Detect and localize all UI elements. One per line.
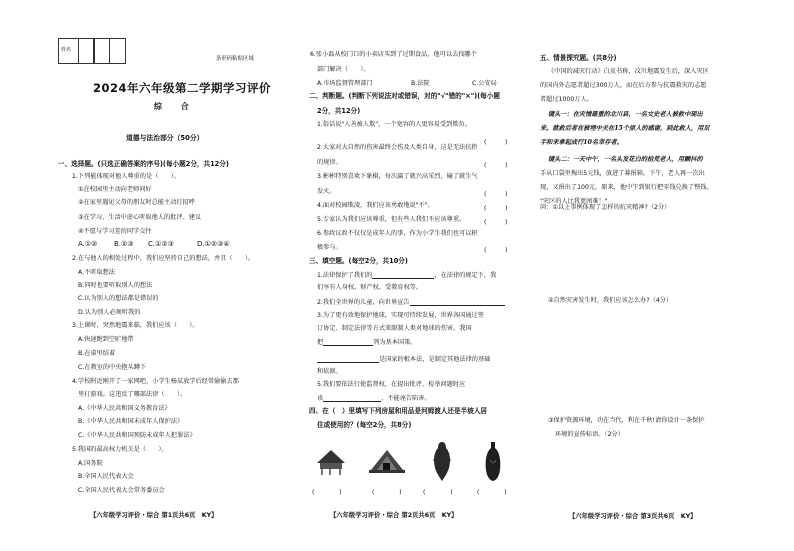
q1-option-a[interactable]: A.①② xyxy=(78,240,98,248)
fill-2-text: 2.我们全世界的儿童，向世界宣告 xyxy=(317,298,410,306)
fill-5-text-a: 该 xyxy=(317,394,324,402)
q4-option-a[interactable]: A.《中华人民共和国义务教育法》 xyxy=(78,405,171,412)
fill-5-line-1: 5.我们要依法行使监督权，在提出批评、检举问题时应 xyxy=(317,381,466,388)
fill-3-text-a: 把 xyxy=(317,338,324,346)
fill-4-line-1 xyxy=(317,356,490,363)
scene-1-line-2: 来。就救后者在被埋中关在15个原人的感谢，到此救人，用双 xyxy=(540,125,710,132)
part-title: 道德与法治部分（50分） xyxy=(126,134,204,142)
name-cell-2[interactable] xyxy=(94,38,110,64)
question-a: 问：①以上事例体现了怎样的抗灾精神?（2分） xyxy=(540,204,671,211)
judge-2-answer[interactable]: ( ) xyxy=(484,162,508,169)
scene-1-line-1: 镜头一：在灾情最重的北川县，一名文史老人被救中现出 xyxy=(548,111,703,118)
fill-3-text-b: 列为基本国策。 xyxy=(373,338,417,346)
judge-1-answer[interactable]: ( ) xyxy=(484,139,508,146)
fill-3-line-3 xyxy=(317,339,417,346)
q1-item-3: ③在学习、生活中虚心听取他人的批评、建议 xyxy=(78,214,202,221)
fill-4-text: 是国家的根本法，是制定其他法律的基础 xyxy=(379,355,491,363)
q6-stem-line-1: 6.张小磊从校门口的小卖店买到了过期食品，他可以去找哪个 xyxy=(310,51,477,58)
q5-option-b[interactable]: B.全国人民代表大会 xyxy=(78,473,134,480)
q1-item-4: ④不愿与学习差的同学交往 xyxy=(78,228,152,235)
question-c-line-1: ③保护资源环境，功在当代，利在千秋!请你设计一条保护 xyxy=(548,417,705,424)
question-c-answer-area[interactable] xyxy=(540,442,745,502)
judge-3-line-1: 3.彬彬特别喜欢下象棋，每次赢了就兴高采烈，输了就生气 xyxy=(317,173,478,180)
picture-4-answer[interactable]: ( ) xyxy=(477,489,507,496)
semi-underground-house-image xyxy=(369,446,405,476)
stilt-house-image xyxy=(313,447,349,475)
judge-2-line-1: 2.大家对大自然的伤害最终会伤及人类自身，这是无法抗拒 xyxy=(317,144,478,151)
fill-3-blank[interactable] xyxy=(323,339,373,346)
judge-2-line-2: 的规律。 xyxy=(317,159,342,166)
q4-option-c[interactable]: C.《中华人民共和国预防未成年人犯罪法》 xyxy=(78,432,196,439)
q3-stem: 3.上课时，突然地震来临，我们应该（ ）。 xyxy=(72,322,199,329)
judge-4: 4.面对校园欺凌，我们应该勇敢地说"不"。 xyxy=(317,202,434,209)
picture-3-answer[interactable]: ( ) xyxy=(423,489,453,496)
judge-5-answer[interactable]: ( ) xyxy=(484,219,508,226)
page-title: 2024年六年级第二学期学习评价 xyxy=(93,81,272,95)
judge-6-line-1: 6.参政议政不仅仅是成年人的事，作为小学生我们也可以积 xyxy=(317,230,478,237)
fill-1-blank[interactable] xyxy=(372,272,434,279)
fill-5-blank[interactable] xyxy=(323,395,381,402)
scene-2-line-2: 手从口袋里掏出5元钱，放进了募捐箱。下午，老人再一次出 xyxy=(540,170,705,177)
section-1-heading: 一、选择题。(只选正确答案的序号)(每小题2分，共12分) xyxy=(58,160,229,168)
q3-option-c[interactable]: C.在教室的中央抱头蹲下 xyxy=(78,364,147,371)
intro-line-2: 的国内外志愿者超过300万人，而在后方参与抗震救灾的志愿 xyxy=(540,82,707,89)
scene-2-line-4: "灾区的人比我更困难！" xyxy=(540,198,608,205)
judge-5: 5.专家认为我们应该尊重，但有些人我们不应该尊重。 xyxy=(317,216,466,223)
fill-1-text-a: 1.法律保护了我们的 xyxy=(317,271,373,279)
scene-2-line-1: 镜头二：一天中午，一名头发花白的拾荒老人，用颤抖的 xyxy=(548,156,703,163)
scene-2-line-3: 现，又捐出了100元。原来，他中午到银行把零钱兑换了整钱。 xyxy=(540,184,713,191)
q3-option-a[interactable]: A.快速跑到空旷地带 xyxy=(78,336,134,343)
fill-1-line-2: 们享有人身权、财产权、受教育权等。 xyxy=(317,284,423,291)
q1-option-d[interactable]: D.①②③④ xyxy=(197,240,230,248)
section-2-heading-line-1: 二、判断题。(判断下列说法对或错误，对的"√"错的"×")(每小题 xyxy=(309,92,500,100)
footer-page-2: 【六年级学习评价・综合 第2页共6页 KY】 xyxy=(330,512,458,519)
q1-option-b[interactable]: B.②③ xyxy=(114,240,134,248)
q1-option-c[interactable]: C.①②③ xyxy=(148,240,174,248)
q6-option-b[interactable]: B.法院 xyxy=(411,80,430,87)
footer-page-1: 【六年级学习评价・综合 第1页共6页 KY】 xyxy=(90,512,218,519)
fill-1-text-b: ，在法律的规定下，我 xyxy=(434,271,497,279)
q1-item-1: ①在校园里主动向老师问好 xyxy=(78,186,152,193)
judge-3-line-2: 发火。 xyxy=(317,188,336,195)
fill-4-blank[interactable] xyxy=(317,356,379,363)
pointed-bottle-image xyxy=(431,440,453,482)
q2-option-c[interactable]: C.认为别人的想法都是错误的 xyxy=(78,295,159,302)
judge-4-answer[interactable]: ( ) xyxy=(484,205,508,212)
picture-2-answer[interactable]: ( ) xyxy=(372,489,402,496)
judge-6-answer[interactable]: ( ) xyxy=(484,247,508,254)
fill-3-line-1: 3.为了更有效地保护地球，实现可持续发展，世界各国通过签 xyxy=(317,312,484,319)
name-cell-1[interactable] xyxy=(78,38,94,64)
question-a-answer-area[interactable] xyxy=(540,215,745,295)
q2-option-a[interactable]: A.不听取想法 xyxy=(78,269,116,276)
intro-line-3: 者超过1000万人。 xyxy=(540,96,593,103)
q1-stem: 1.下列能体现对他人尊重的是（ ）。 xyxy=(72,173,180,180)
picture-1-answer[interactable]: ( ) xyxy=(312,489,342,496)
q4-stem-line-1: 4.学校附近刚开了一家网吧，小学生杨某放学后经常偷偷去那 xyxy=(72,378,239,385)
page-subtitle: 综 合 xyxy=(154,102,197,111)
fill-5-text-b: ，不能诬告陷害。 xyxy=(381,394,431,402)
fill-2 xyxy=(317,299,505,306)
question-c-line-2: 环境的宣传标语。（2分） xyxy=(555,431,624,438)
q6-option-c[interactable]: C.公安局 xyxy=(472,80,497,87)
section-4-heading-line-2: 住或使用的？(每空2分，共8分) xyxy=(317,421,412,429)
question-b-answer-area[interactable] xyxy=(540,308,745,408)
footer-page-3: 【六年级学习评价・综合 第3页共6页 KY】 xyxy=(569,513,697,520)
q2-stem: 2.在与他人的相处过程中，我们应坚持自己的想法，并且（ ）。 xyxy=(72,255,255,262)
scene-1-line-3: 手和来拿起成行10名幸存者。 xyxy=(540,139,623,146)
fill-4-line-2: 和依据。 xyxy=(317,368,342,375)
section-3-heading: 三、填空题。(每空2分，共10分) xyxy=(309,257,408,265)
q6-stem-line-2: 部门解决（ ）。 xyxy=(317,66,370,73)
q6-option-a[interactable]: A.市场监督管理部门 xyxy=(317,80,373,87)
name-label: 姓名 xyxy=(61,47,72,53)
q2-option-d[interactable]: D.认为别人必须听我的 xyxy=(78,309,141,316)
intro-line-1: 《中国的减灾行动》白皮书称，汶川地震发生后，深入灾区 xyxy=(548,68,709,75)
q4-stem-line-2: 里打游戏。这违反了哪部法律（ ）。 xyxy=(78,391,187,398)
fill-5-line-2 xyxy=(317,395,431,402)
fill-3-line-2: 订协定、制定法律等方式来限制人类对地球的伤害。我国 xyxy=(317,325,472,332)
fill-2-blank[interactable] xyxy=(410,299,505,306)
q1-item-2: ②在家里遇见父母的朋友时总能主动打招呼 xyxy=(78,199,195,206)
q3-option-b[interactable]: B.在桌里结着 xyxy=(78,350,116,357)
q4-option-b[interactable]: B.《中华人民共和国未成年人保护法》 xyxy=(78,418,184,425)
fill-1-line-1 xyxy=(317,272,496,279)
q5-option-c[interactable]: C.全国人民代表大会常务委员会 xyxy=(78,487,165,494)
judge-6-line-2: 极参与。 xyxy=(317,244,342,251)
q5-option-a[interactable]: A.国务院 xyxy=(78,460,103,467)
question-b: ②自然灾害发生时，我们应该怎么办?（4分） xyxy=(548,297,673,304)
section-2-heading-line-2: 2分，共12分) xyxy=(317,107,361,115)
judge-1: 1.俗话说"人善被人欺"，一个宽容的人更容易受到欺负。 xyxy=(317,121,471,128)
black-pottery-image xyxy=(483,440,503,482)
section-4-heading-line-1: 四、在（ ）里填写下列房屋和用品是河姆渡人还是半坡人居 xyxy=(309,407,488,415)
barcode-area-label: 条形码粘贴区域 xyxy=(216,56,254,62)
judge-3-answer[interactable]: ( ) xyxy=(484,191,508,198)
q2-option-b[interactable]: B.同时也要听取别人的想法 xyxy=(78,282,153,289)
section-5-heading: 五、情景探究题。(共8分) xyxy=(540,54,617,62)
q5-stem: 5.我国的最高权力机关是（ ）。 xyxy=(72,446,168,453)
